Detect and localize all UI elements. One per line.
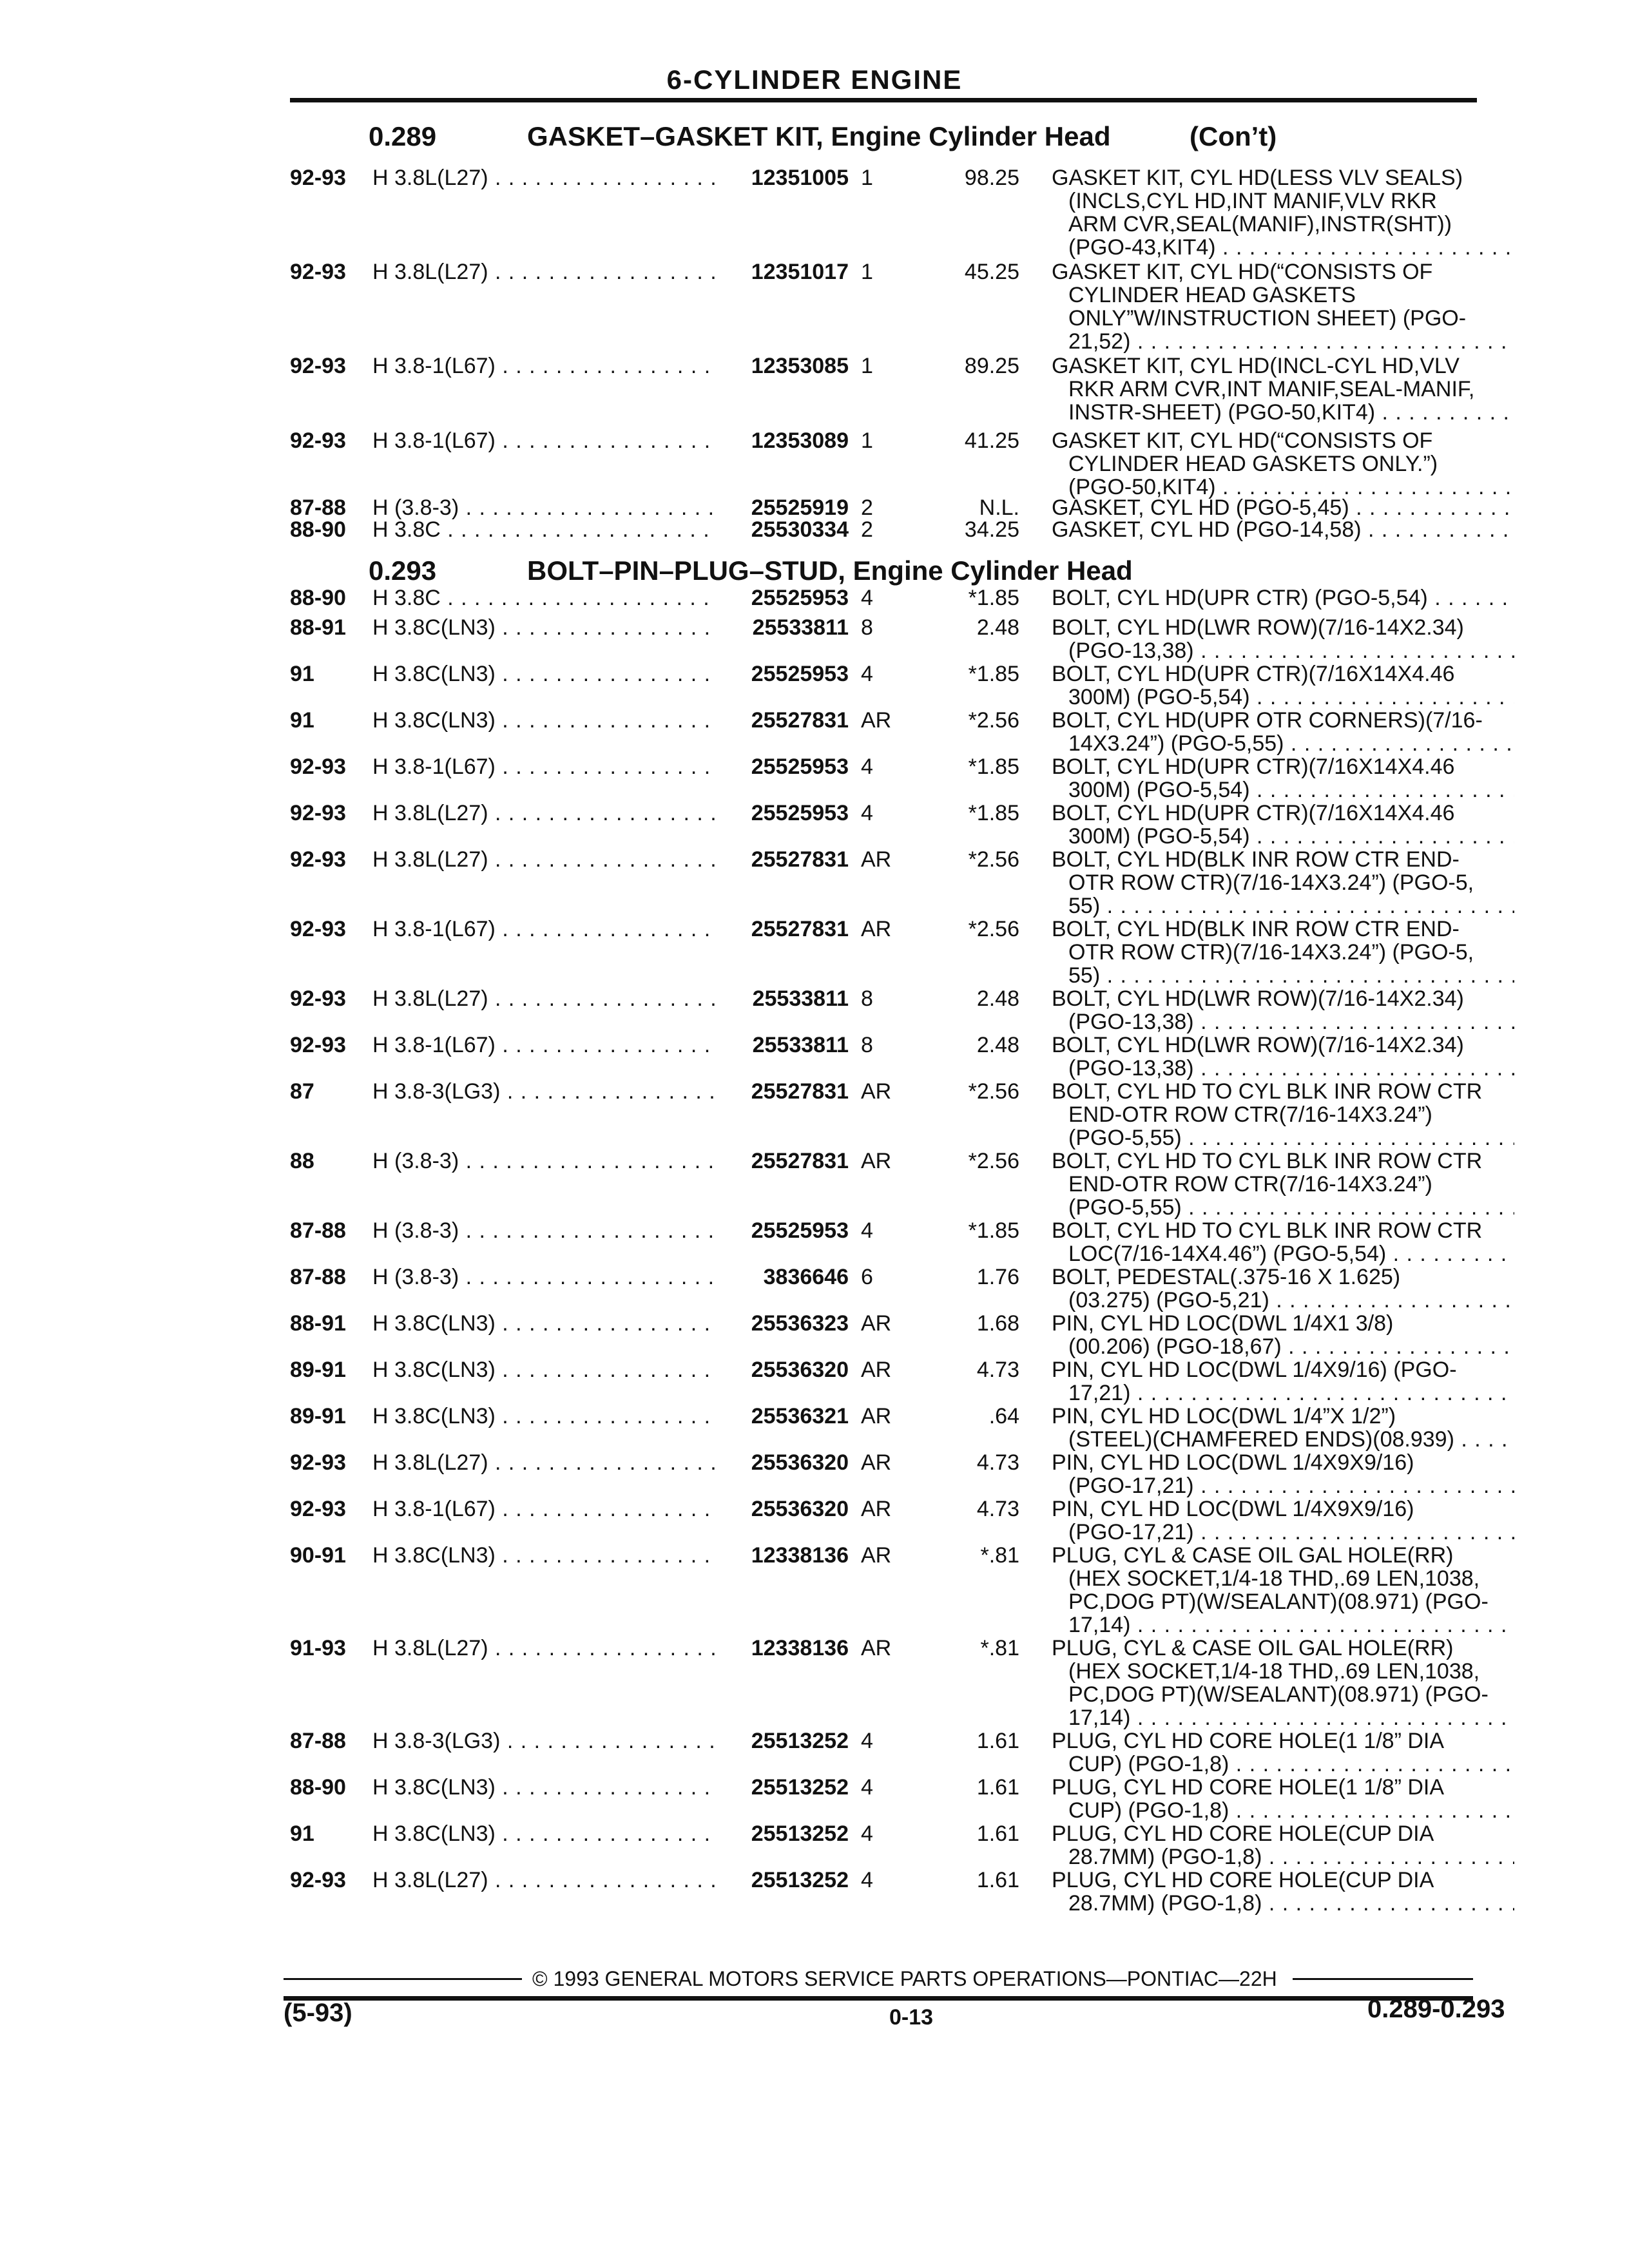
- price: *1.85: [968, 586, 1019, 610]
- model-years: 91: [290, 1821, 314, 1846]
- description-line: BOLT, CYL HD(BLK INR ROW CTR END-: [1052, 918, 1460, 941]
- description-line: PIN, CYL HD LOC(DWL 1/4X9/16) (PGO-: [1052, 1358, 1457, 1381]
- part-number: 25525953: [751, 754, 849, 779]
- description-line: PIN, CYL HD LOC(DWL 1/4X1 3/8): [1052, 1312, 1394, 1335]
- price: *2.56: [968, 708, 1019, 733]
- price: *.81: [980, 1543, 1019, 1568]
- description-line: 300M) (PGO-5,54) . . .: [1052, 825, 1514, 848]
- description-line: ARM CVR,SEAL(MANIF),INSTR(SHT)): [1068, 213, 1452, 236]
- section-number: 0.293: [369, 555, 437, 586]
- description-line: GASKET KIT, CYL HD(LESS VLV SEALS): [1052, 166, 1463, 189]
- part-description: [1052, 802, 1514, 848]
- description-line: (PGO-50,KIT4) . . .: [1052, 476, 1514, 499]
- model-years: 87: [290, 1079, 314, 1104]
- description-line: CYLINDER HEAD GASKETS: [1068, 284, 1356, 307]
- description-line: 14X3.24”) (PGO-5,55) . . .: [1052, 732, 1514, 755]
- price: 1.61: [976, 1775, 1019, 1800]
- description-line: 300M) (PGO-5,54) . . .: [1052, 686, 1514, 709]
- part-description: [1052, 1869, 1514, 1915]
- quantity: AR: [861, 1497, 892, 1521]
- description-line: CUP) (PGO-1,8) . . .: [1052, 1799, 1514, 1822]
- model-years: 88-91: [290, 615, 346, 640]
- engine-code: H 3.8C(LN3) . . .: [372, 1358, 716, 1381]
- description-line: OTR ROW CTR)(7/16-14X3.24”) (PGO-5,: [1068, 871, 1474, 894]
- price: 1.61: [976, 1868, 1019, 1892]
- part-description: [1052, 662, 1514, 709]
- description-line: (HEX SOCKET,1/4-18 THD,.69 LEN,1038,: [1068, 1660, 1480, 1683]
- model-years: 92-93: [290, 986, 346, 1011]
- price: 2.48: [976, 986, 1019, 1011]
- model-years: 88-90: [290, 517, 346, 542]
- price: *1.85: [968, 754, 1019, 779]
- quantity: 8: [861, 986, 873, 1011]
- part-number: 25536320: [751, 1358, 849, 1382]
- description-line: (PGO-13,38) . . .: [1052, 1057, 1514, 1080]
- price: .64: [988, 1404, 1019, 1428]
- quantity: AR: [861, 1358, 892, 1382]
- part-description: [1052, 1265, 1514, 1312]
- quantity: 4: [861, 1868, 873, 1892]
- quantity: AR: [861, 708, 892, 733]
- part-description: [1052, 1776, 1514, 1822]
- engine-code: H 3.8L(L27) . . .: [372, 1451, 716, 1474]
- part-number: 25530334: [751, 517, 849, 542]
- part-description: [1052, 1451, 1514, 1497]
- engine-code: H 3.8C . . .: [372, 586, 716, 610]
- part-number: 3836646: [763, 1265, 849, 1289]
- engine-code: H 3.8L(L27) . . .: [372, 260, 716, 284]
- engine-code: H 3.8C(LN3) . . .: [372, 1312, 716, 1335]
- description-line: 17,14) . . .: [1052, 1706, 1514, 1729]
- quantity: 1: [861, 260, 873, 284]
- engine-code: H (3.8-3) . . .: [372, 496, 716, 519]
- description-line: END-OTR ROW CTR(7/16-14X3.24”): [1068, 1103, 1432, 1126]
- model-years: 92-93: [290, 260, 346, 284]
- description-line: CUP) (PGO-1,8) . . .: [1052, 1753, 1514, 1776]
- description-line: 17,14) . . .: [1052, 1613, 1514, 1637]
- description-line: BOLT, CYL HD(UPR OTR CORNERS)(7/16-: [1052, 709, 1483, 732]
- part-description: [1052, 429, 1514, 499]
- description-line: GASKET KIT, CYL HD(INCL-CYL HD,VLV: [1052, 354, 1460, 378]
- part-description: [1052, 1358, 1514, 1405]
- section-number: 0.289: [369, 121, 437, 151]
- quantity: AR: [861, 1311, 892, 1336]
- engine-code: H 3.8L(L27) . . .: [372, 987, 716, 1010]
- price: *1.85: [968, 1218, 1019, 1243]
- quantity: 4: [861, 1729, 873, 1753]
- model-years: 92-93: [290, 917, 346, 941]
- description-line: LOC(7/16-14X4.46”) (PGO-5,54) . . .: [1052, 1242, 1514, 1265]
- description-line: PLUG, CYL & CASE OIL GAL HOLE(RR): [1052, 1544, 1454, 1567]
- engine-code: H 3.8C(LN3) . . .: [372, 662, 716, 686]
- part-description: [1052, 1497, 1514, 1544]
- description-line: PLUG, CYL HD CORE HOLE(1 1/8” DIA: [1052, 1729, 1445, 1753]
- description-line: (STEEL)(CHAMFERED ENDS)(08.939) . . .: [1052, 1428, 1514, 1451]
- price: *2.56: [968, 917, 1019, 941]
- part-description: [1052, 260, 1514, 353]
- model-years: 92-93: [290, 166, 346, 190]
- description-line: (00.206) (PGO-18,67) . . .: [1052, 1335, 1514, 1358]
- part-description: [1052, 616, 1514, 662]
- engine-code: H 3.8-3(LG3) . . .: [372, 1729, 716, 1753]
- description-line: BOLT, CYL HD(LWR ROW)(7/16-14X2.34): [1052, 1033, 1464, 1057]
- description-line: BOLT, CYL HD TO CYL BLK INR ROW CTR: [1052, 1080, 1483, 1103]
- description-line: BOLT, CYL HD(BLK INR ROW CTR END-: [1052, 848, 1460, 871]
- description-line: GASKET, CYL HD (PGO-14,58) . . .: [1052, 518, 1514, 541]
- description-line: PIN, CYL HD LOC(DWL 1/4”X 1/2”): [1052, 1405, 1396, 1428]
- part-number: 12351017: [751, 260, 849, 284]
- description-line: 28.7MM) (PGO-1,8) . . .: [1052, 1845, 1514, 1869]
- quantity: AR: [861, 1636, 892, 1660]
- part-number: 25513252: [751, 1821, 849, 1846]
- description-line: (PGO-5,55) . . .: [1052, 1196, 1514, 1219]
- part-number: 25525953: [751, 586, 849, 610]
- part-number: 25536320: [751, 1497, 849, 1521]
- description-line: BOLT, CYL HD TO CYL BLK INR ROW CTR: [1052, 1219, 1483, 1242]
- header-rule: [290, 98, 1477, 102]
- part-description: [1052, 354, 1514, 424]
- price: 4.73: [976, 1450, 1019, 1475]
- section-title: GASKET–GASKET KIT, Engine Cylinder Head: [527, 121, 1111, 151]
- quantity: AR: [861, 847, 892, 872]
- footer-page-number: 0-13: [889, 2005, 934, 2030]
- price: *1.85: [968, 801, 1019, 825]
- model-years: 92-93: [290, 1868, 346, 1892]
- description-line: RKR ARM CVR,INT MANIF,SEAL-MANIF,: [1068, 378, 1475, 401]
- description-line: (PGO-5,55) . . .: [1052, 1126, 1514, 1149]
- part-number: 25527831: [751, 1149, 849, 1173]
- description-line: PIN, CYL HD LOC(DWL 1/4X9X9/16): [1052, 1451, 1414, 1474]
- part-number: 12338136: [751, 1636, 849, 1660]
- quantity: 4: [861, 754, 873, 779]
- part-number: 25525919: [751, 495, 849, 520]
- description-line: 55) . . .: [1052, 894, 1514, 918]
- part-number: 25527831: [751, 917, 849, 941]
- part-description: [1052, 1149, 1514, 1219]
- model-years: 92-93: [290, 1450, 346, 1475]
- part-description: [1052, 1729, 1514, 1776]
- engine-code: H 3.8C(LN3) . . .: [372, 1405, 716, 1428]
- model-years: 87-88: [290, 1265, 346, 1289]
- part-description: [1052, 496, 1514, 519]
- part-description: [1052, 987, 1514, 1033]
- part-number: 25533811: [752, 986, 849, 1011]
- engine-code: H (3.8-3) . . .: [372, 1219, 716, 1242]
- engine-code: H 3.8C . . .: [372, 518, 716, 541]
- description-line: (PGO-17,21) . . .: [1052, 1474, 1514, 1497]
- quantity: AR: [861, 1450, 892, 1475]
- part-number: 25533811: [752, 1033, 849, 1057]
- quantity: 4: [861, 586, 873, 610]
- price: 45.25: [964, 260, 1019, 284]
- price: 89.25: [964, 354, 1019, 378]
- footer-section-range: 0.289-0.293: [1367, 1995, 1505, 2023]
- description-line: 21,52) . . .: [1052, 330, 1514, 353]
- description-line: (HEX SOCKET,1/4-18 THD,.69 LEN,1038,: [1068, 1567, 1480, 1590]
- engine-code: H 3.8L(L27) . . .: [372, 802, 716, 825]
- section-continued-label: (Con’t): [1190, 121, 1277, 151]
- description-line: END-OTR ROW CTR(7/16-14X3.24”): [1068, 1173, 1432, 1196]
- part-description: [1052, 1822, 1514, 1869]
- engine-code: H 3.8-1(L67) . . .: [372, 429, 716, 452]
- quantity: AR: [861, 917, 892, 941]
- quantity: 4: [861, 662, 873, 686]
- quantity: AR: [861, 1404, 892, 1428]
- price: 4.73: [976, 1497, 1019, 1521]
- model-years: 92-93: [290, 801, 346, 825]
- part-number: 12351005: [751, 166, 849, 190]
- engine-code: H 3.8-1(L67) . . .: [372, 918, 716, 941]
- part-number: 25513252: [751, 1729, 849, 1753]
- part-number: 25525953: [751, 662, 849, 686]
- description-line: OTR ROW CTR)(7/16-14X3.24”) (PGO-5,: [1068, 941, 1474, 964]
- part-number: 12338136: [751, 1543, 849, 1568]
- quantity: 1: [861, 354, 873, 378]
- description-line: 300M) (PGO-5,54) . . .: [1052, 778, 1514, 802]
- price: *2.56: [968, 1079, 1019, 1104]
- engine-code: H 3.8-1(L67) . . .: [372, 755, 716, 778]
- engine-code: H 3.8C(LN3) . . .: [372, 709, 716, 732]
- engine-code: H 3.8C(LN3) . . .: [372, 616, 716, 639]
- description-line: BOLT, CYL HD(LWR ROW)(7/16-14X2.34): [1052, 987, 1464, 1010]
- part-description: [1052, 1219, 1514, 1265]
- description-line: 17,21) . . .: [1052, 1381, 1514, 1405]
- engine-code: H 3.8-1(L67) . . .: [372, 1033, 716, 1057]
- description-line: PC,DOG PT)(W/SEALANT)(08.971) (PGO-: [1068, 1683, 1489, 1706]
- page-header-title: 6-CYLINDER ENGINE: [666, 64, 963, 95]
- price: 2.48: [976, 615, 1019, 640]
- engine-code: H 3.8L(L27) . . .: [372, 1869, 716, 1892]
- description-line: BOLT, CYL HD(UPR CTR)(7/16X14X4.46: [1052, 755, 1455, 778]
- engine-code: H (3.8-3) . . .: [372, 1265, 716, 1289]
- price: 1.61: [976, 1729, 1019, 1753]
- price: 1.76: [976, 1265, 1019, 1289]
- description-line: PLUG, CYL HD CORE HOLE(CUP DIA: [1052, 1822, 1434, 1845]
- quantity: 4: [861, 801, 873, 825]
- part-number: 25513252: [751, 1775, 849, 1800]
- model-years: 87-88: [290, 1729, 346, 1753]
- model-years: 88-90: [290, 1775, 346, 1800]
- price: N.L.: [979, 495, 1019, 520]
- description-line: INSTR-SHEET) (PGO-50,KIT4) . . .: [1052, 401, 1514, 424]
- part-number: 25536320: [751, 1450, 849, 1475]
- price: *2.56: [968, 847, 1019, 872]
- description-line: BOLT, CYL HD(UPR CTR)(7/16X14X4.46: [1052, 802, 1455, 825]
- section-title: BOLT–PIN–PLUG–STUD, Engine Cylinder Head: [527, 555, 1133, 586]
- model-years: 92-93: [290, 1033, 346, 1057]
- model-years: 88-90: [290, 586, 346, 610]
- description-line: PLUG, CYL HD CORE HOLE(CUP DIA: [1052, 1869, 1434, 1892]
- engine-code: H 3.8L(L27) . . .: [372, 166, 716, 189]
- description-line: PLUG, CYL HD CORE HOLE(1 1/8” DIA: [1052, 1776, 1445, 1799]
- engine-code: H 3.8L(L27) . . .: [372, 848, 716, 871]
- part-description: [1052, 1637, 1514, 1729]
- model-years: 92-93: [290, 1497, 346, 1521]
- description-line: 55) . . .: [1052, 964, 1514, 987]
- engine-code: H (3.8-3) . . .: [372, 1149, 716, 1173]
- engine-code: H 3.8-3(LG3) . . .: [372, 1080, 716, 1103]
- part-number: 25513252: [751, 1868, 849, 1892]
- footer-rule-left: [284, 1978, 522, 1980]
- model-years: 90-91: [290, 1543, 346, 1568]
- price: 1.61: [976, 1821, 1019, 1846]
- engine-code: H 3.8C(LN3) . . .: [372, 1776, 716, 1799]
- engine-code: H 3.8C(LN3) . . .: [372, 1544, 716, 1567]
- part-description: [1052, 848, 1514, 918]
- footer-rule: [284, 1996, 1473, 2001]
- part-number: 12353085: [751, 354, 849, 378]
- footer-date: (5-93): [284, 1999, 352, 2027]
- part-number: 25527831: [751, 1079, 849, 1104]
- model-years: 92-93: [290, 754, 346, 779]
- part-number: 25536323: [751, 1311, 849, 1336]
- engine-code: H 3.8-1(L67) . . .: [372, 1497, 716, 1521]
- description-line: GASKET KIT, CYL HD(“CONSISTS OF: [1052, 429, 1433, 452]
- description-line: 28.7MM) (PGO-1,8) . . .: [1052, 1892, 1514, 1915]
- part-description: [1052, 586, 1514, 610]
- price: 2.48: [976, 1033, 1019, 1057]
- quantity: 4: [861, 1775, 873, 1800]
- price: 41.25: [964, 428, 1019, 453]
- description-line: (PGO-43,KIT4) . . .: [1052, 236, 1514, 259]
- model-years: 91: [290, 662, 314, 686]
- part-description: [1052, 1544, 1514, 1637]
- engine-code: H 3.8C(LN3) . . .: [372, 1822, 716, 1845]
- model-years: 92-93: [290, 428, 346, 453]
- description-line: PLUG, CYL & CASE OIL GAL HOLE(RR): [1052, 1637, 1454, 1660]
- description-line: PC,DOG PT)(W/SEALANT)(08.971) (PGO-: [1068, 1590, 1489, 1613]
- quantity: AR: [861, 1149, 892, 1173]
- quantity: 8: [861, 615, 873, 640]
- part-number: 25527831: [751, 847, 849, 872]
- description-line: BOLT, PEDESTAL(.375-16 X 1.625): [1052, 1265, 1401, 1289]
- part-number: 12353089: [751, 428, 849, 453]
- part-number: 25527831: [751, 708, 849, 733]
- part-number: 25533811: [752, 615, 849, 640]
- model-years: 87-88: [290, 495, 346, 520]
- part-number: 25525953: [751, 801, 849, 825]
- quantity: 6: [861, 1265, 873, 1289]
- price: 4.73: [976, 1358, 1019, 1382]
- quantity: 2: [861, 495, 873, 520]
- price: *.81: [980, 1636, 1019, 1660]
- description-line: (PGO-13,38) . . .: [1052, 1010, 1514, 1033]
- price: *2.56: [968, 1149, 1019, 1173]
- price: 1.68: [976, 1311, 1019, 1336]
- description-line: ONLY”W/INSTRUCTION SHEET) (PGO-: [1068, 307, 1467, 330]
- part-number: 25525953: [751, 1218, 849, 1243]
- description-line: BOLT, CYL HD(UPR CTR)(7/16X14X4.46: [1052, 662, 1455, 686]
- part-description: [1052, 755, 1514, 802]
- model-years: 91: [290, 708, 314, 733]
- part-description: [1052, 1080, 1514, 1149]
- quantity: 4: [861, 1218, 873, 1243]
- quantity: 8: [861, 1033, 873, 1057]
- quantity: AR: [861, 1079, 892, 1104]
- description-line: CYLINDER HEAD GASKETS ONLY.”): [1068, 452, 1438, 476]
- quantity: 1: [861, 428, 873, 453]
- part-description: [1052, 1033, 1514, 1080]
- price: 98.25: [964, 166, 1019, 190]
- part-description: [1052, 166, 1514, 259]
- footer-copyright: © 1993 GENERAL MOTORS SERVICE PARTS OPERATIONS—PONTIAC—22H: [532, 1967, 1277, 1990]
- engine-code: H 3.8L(L27) . . .: [372, 1637, 716, 1660]
- model-years: 92-93: [290, 847, 346, 872]
- description-line: (PGO-17,21) . . .: [1052, 1521, 1514, 1544]
- engine-code: H 3.8-1(L67) . . .: [372, 354, 716, 378]
- part-number: 25536321: [751, 1404, 849, 1428]
- description-line: (PGO-13,38) . . .: [1052, 639, 1514, 662]
- price: 34.25: [964, 517, 1019, 542]
- quantity: 4: [861, 1821, 873, 1846]
- quantity: 1: [861, 166, 873, 190]
- model-years: 89-91: [290, 1358, 346, 1382]
- description-line: GASKET, CYL HD (PGO-5,45) . . .: [1052, 496, 1514, 519]
- part-description: [1052, 518, 1514, 541]
- description-line: GASKET KIT, CYL HD(“CONSISTS OF: [1052, 260, 1433, 284]
- part-description: [1052, 1312, 1514, 1358]
- description-line: BOLT, CYL HD TO CYL BLK INR ROW CTR: [1052, 1149, 1483, 1173]
- description-line: (INCLS,CYL HD,INT MANIF,VLV RKR: [1068, 189, 1437, 213]
- price: *1.85: [968, 662, 1019, 686]
- part-description: [1052, 1405, 1514, 1451]
- description-line: PIN, CYL HD LOC(DWL 1/4X9X9/16): [1052, 1497, 1414, 1521]
- model-years: 87-88: [290, 1218, 346, 1243]
- description-line: BOLT, CYL HD(UPR CTR) (PGO-5,54) . . .: [1052, 586, 1514, 610]
- description-line: BOLT, CYL HD(LWR ROW)(7/16-14X2.34): [1052, 616, 1464, 639]
- model-years: 88: [290, 1149, 314, 1173]
- footer-rule-right: [1293, 1978, 1473, 1980]
- quantity: 2: [861, 517, 873, 542]
- model-years: 88-91: [290, 1311, 346, 1336]
- part-description: [1052, 918, 1514, 987]
- description-line: (03.275) (PGO-5,21) . . .: [1052, 1289, 1514, 1312]
- model-years: 89-91: [290, 1404, 346, 1428]
- model-years: 92-93: [290, 354, 346, 378]
- part-description: [1052, 709, 1514, 755]
- model-years: 91-93: [290, 1636, 346, 1660]
- quantity: AR: [861, 1543, 892, 1568]
